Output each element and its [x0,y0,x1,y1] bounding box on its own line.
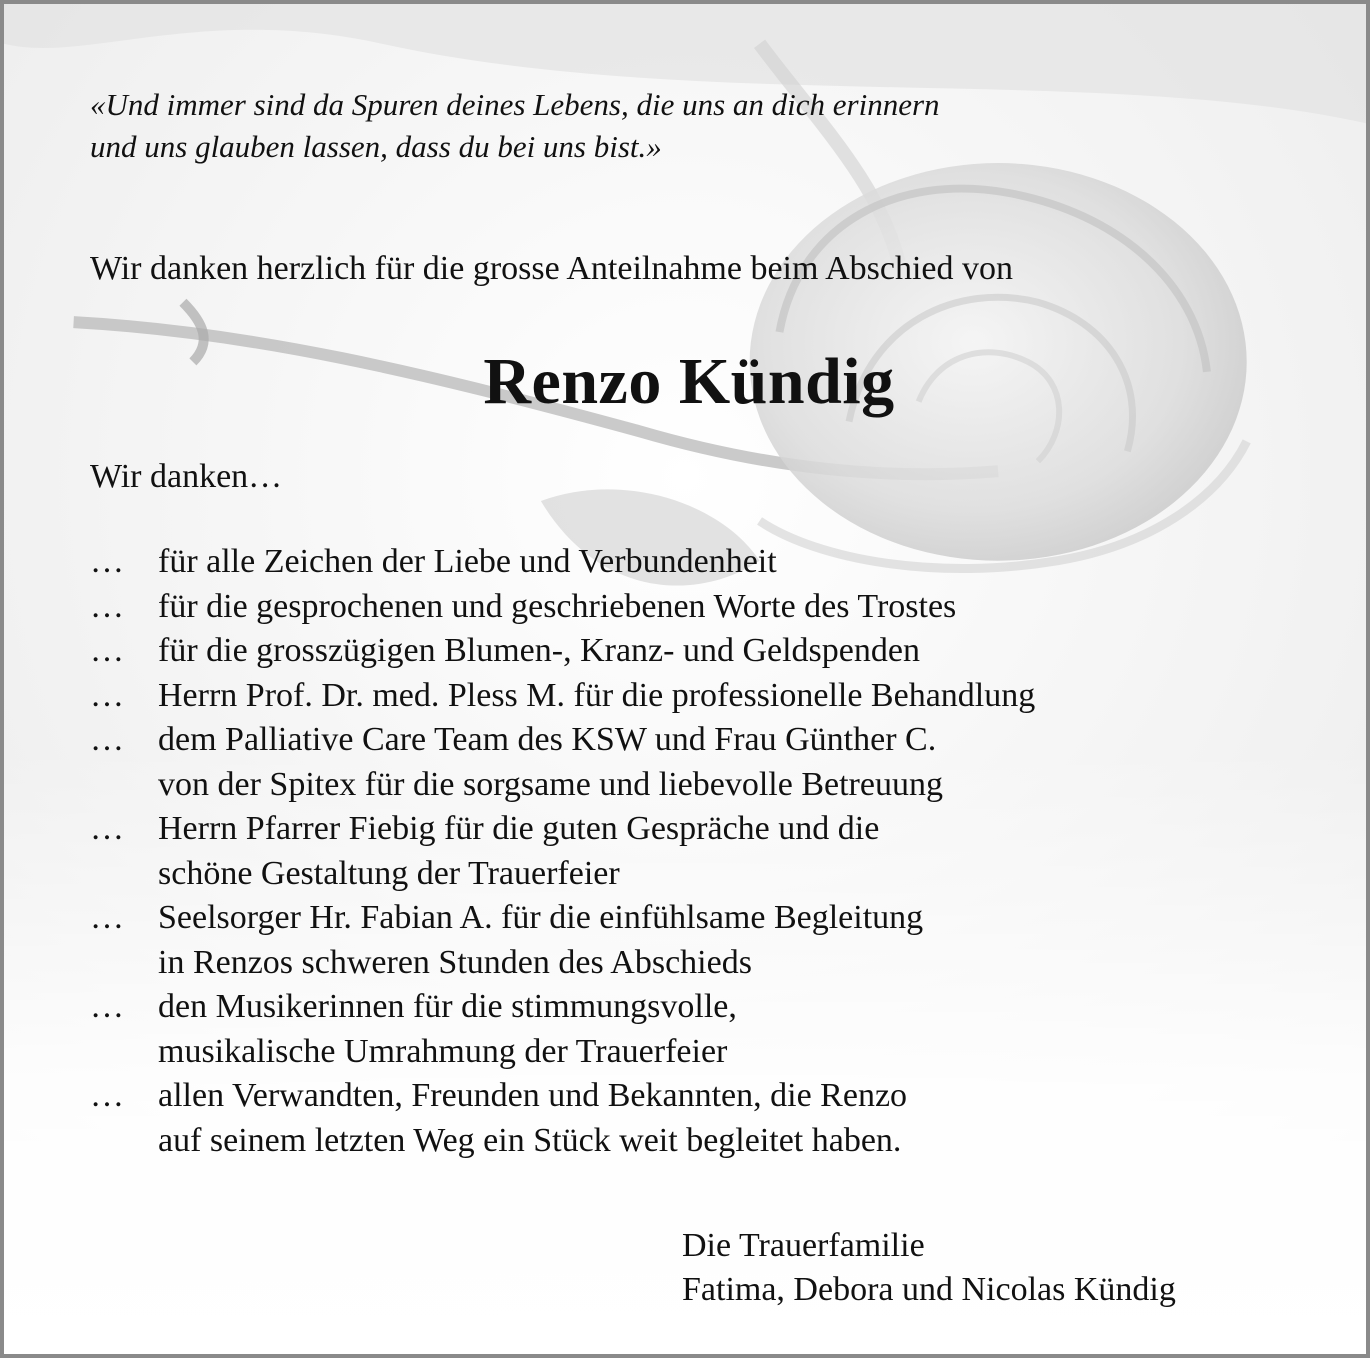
list-item [90,718,1035,807]
ellipsis-bullet: … [90,721,124,758]
ellipsis-bullet: … [90,988,124,1025]
list-item-text [158,540,777,585]
list-item-line: musikalische Umrahmung der Trauerfeier [158,1032,728,1070]
thanks-list [90,540,1035,1163]
obituary-content [4,4,1366,1354]
list-item-text [158,807,879,896]
list-item-line: schöne Gestaltung der Trauerfeier [158,854,620,892]
ellipsis-bullet: … [90,899,124,936]
signature-names: Fatima, Debora und Nicolas Kündig [682,1271,1176,1308]
ellipsis-bullet: … [90,587,124,625]
list-item [90,674,1035,719]
list-item-line: auf seinem letzten Weg ein Stück weit begleitet haben. [158,1121,902,1159]
list-item [90,896,1035,985]
list-item-line: von der Spitex für die sorgsame und liebevolle Betreuung [158,765,943,803]
list-item [90,1074,1035,1163]
list-item-text [158,1074,907,1163]
thanks-intro: Wir danken herzlich für die grosse Anteilnahme beim Abschied von [90,250,1013,287]
signature-heading: Die Trauerfamilie [682,1227,925,1264]
signature-block [682,1224,1176,1312]
list-item-text [158,585,956,630]
list-item-line: Herrn Prof. Dr. med. Pless M. für die professionelle Behandlung [158,676,1036,714]
list-item-line: Seelsorger Hr. Fabian A. für die einfühlsame Begleitung [158,899,924,936]
list-item-text [158,674,1035,719]
list-item-text [158,896,923,985]
thanks-heading: Wir danken… [90,458,283,495]
list-item-line: Herrn Pfarrer Fiebig für die guten Gespräche und die [158,810,880,847]
deceased-name: Renzo Kündig [483,345,895,418]
list-item-line: für alle Zeichen der Liebe und Verbundenheit [158,543,777,580]
list-item-text [158,629,920,674]
list-item-line: allen Verwandten, Freunden und Bekannten, die Renzo [158,1077,908,1114]
list-item [90,985,1035,1074]
list-item-line: in Renzos schweren Stunden des Abschieds [158,943,752,981]
list-item-text [158,985,737,1074]
quote-block [90,84,940,168]
list-item-text [158,718,943,807]
ellipsis-bullet: … [90,676,124,714]
list-item [90,585,1035,630]
list-item [90,540,1035,585]
list-item-line: für die grosszügigen Blumen-, Kranz- und Geldspenden [158,632,920,669]
quote-line: «Und immer sind da Spuren deines Lebens, die uns an dich erinnern [90,87,940,122]
list-item [90,629,1035,674]
list-item [90,807,1035,896]
list-item-line: dem Palliative Care Team des KSW und Frau Günther C. [158,721,937,758]
ellipsis-bullet: … [90,543,124,580]
ellipsis-bullet: … [90,632,124,669]
ellipsis-bullet: … [90,1077,124,1114]
list-item-line: für die gesprochenen und geschriebenen Worte des Trostes [158,587,957,625]
list-item-line: den Musikerinnen für die stimmungsvolle, [158,988,737,1025]
ellipsis-bullet: … [90,810,124,847]
quote-line: und uns glauben lassen, dass du bei uns bist.» [90,129,662,164]
